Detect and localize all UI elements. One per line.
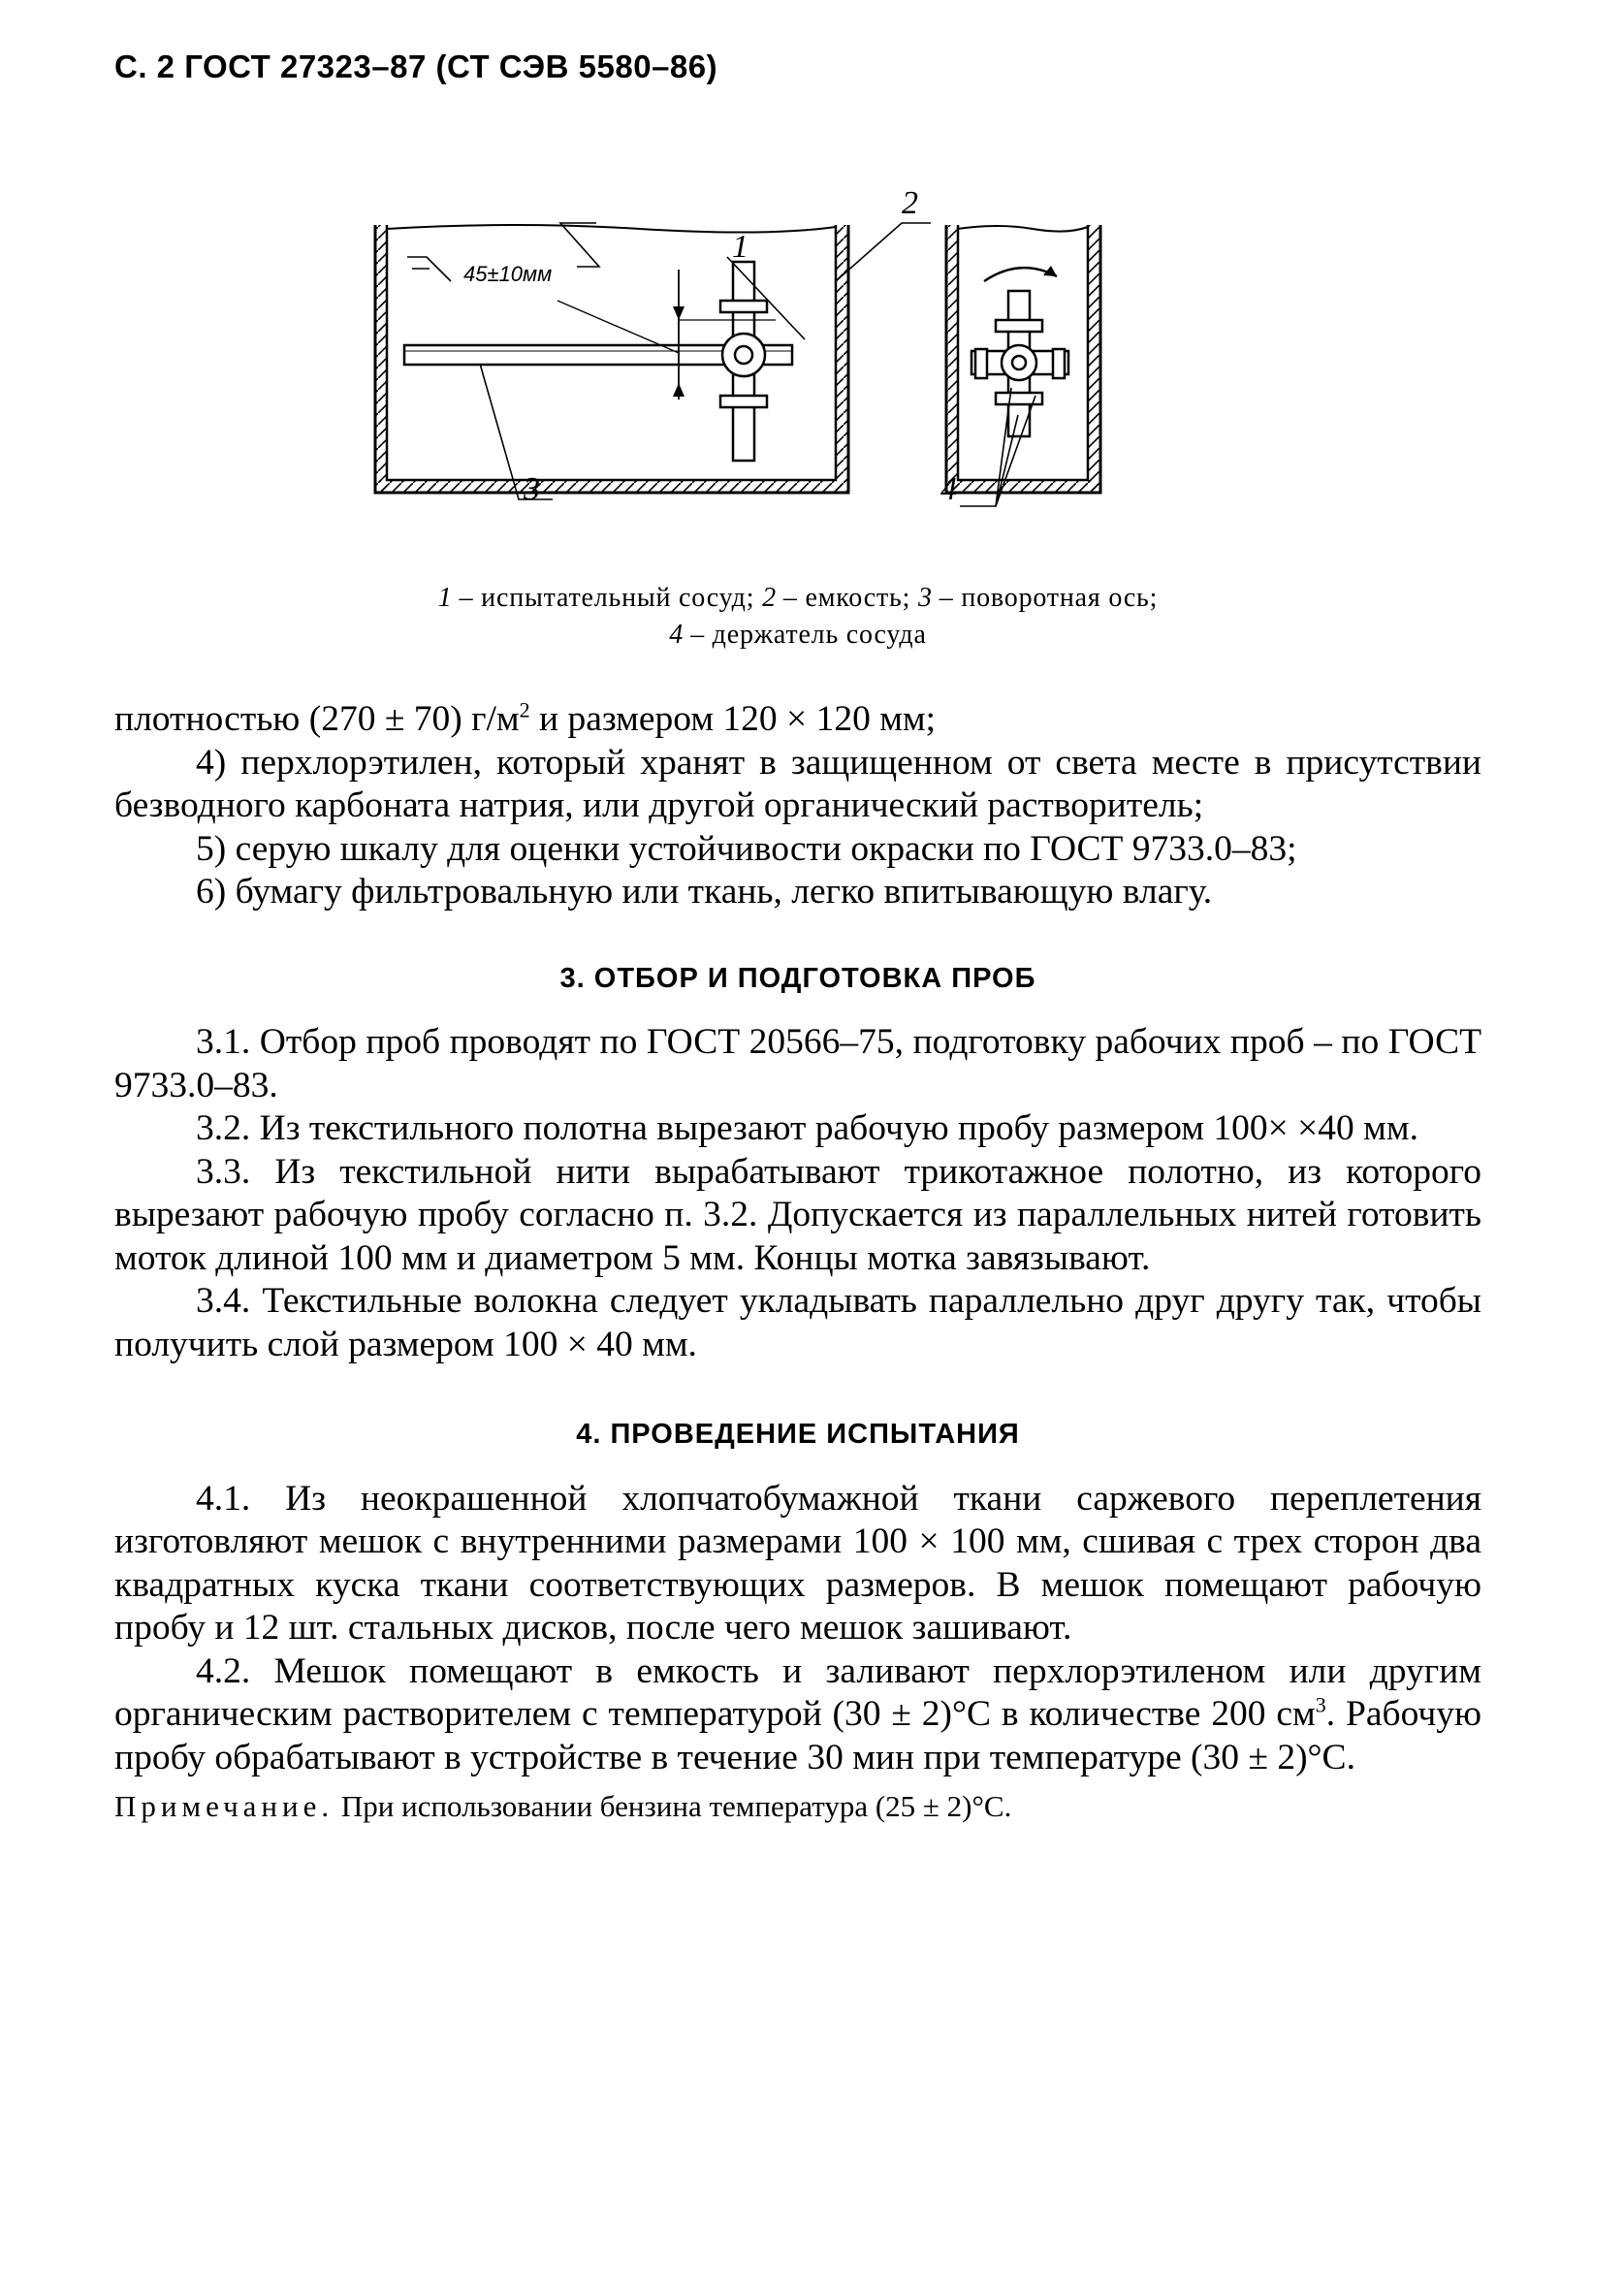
caption-num-2: 2: [762, 583, 777, 613]
section-heading-3: 3. ОТБОР И ПОДГОТОВКА ПРОБ: [559, 962, 1036, 994]
paragraph-item-6: 6) бумагу фильтровальную или ткань, легко впитывающую влагу.: [196, 872, 1213, 912]
caption-text-3: – поворотная ось;: [931, 583, 1159, 613]
text-span: . Рабочую пробу обрабатывают в устройстве в течение 30 мин при температуре (30 ± 2)°С.: [114, 1694, 1481, 1777]
label-1: 1: [732, 229, 748, 265]
note-label: Примечание.: [114, 1789, 334, 1823]
caption-num-3: 3: [917, 583, 932, 613]
note: [114, 1785, 1481, 1829]
label-3: 3: [524, 471, 540, 507]
figure-caption: [114, 580, 1481, 654]
label-4: 4: [940, 471, 957, 507]
caption-num-4: 4: [669, 620, 684, 650]
paragraph-4-1: 4.1. Из неокрашенной хлопчатобумажной ткани саржевого переплетения изготовляют мешок с внутренними размерами 100 × 100 мм, сшивая с трех сторон два квадратных куска ткани соответствующих размеров. В мешок помещают рабочую пробу и 12 шт. стальных дисков, после чего мешок зашивают.: [114, 1478, 1481, 1648]
vessel-holder-right: [971, 291, 1068, 436]
apparatus-figure: [320, 145, 1193, 553]
paragraph-3-4: 3.4. Текстильные волокна следует укладывать параллельно друг другу так, чтобы получить слой размером 100 × 40 мм.: [114, 1281, 1481, 1364]
dimension-text: 45±10мм: [463, 262, 553, 286]
document-body: [114, 698, 1481, 1829]
paragraph-4-2: [114, 1650, 1481, 1780]
paragraph-item-4: 4) перхлорэтилен, который хранят в защищенном от света месте в присутствии безводного карбоната натрия, или другой органический растворитель;: [114, 742, 1481, 825]
dimension-mark: [463, 262, 776, 400]
caption-text-4: – держатель сосуда: [683, 620, 927, 650]
paragraph-continued: [114, 698, 1481, 742]
text-span: плотностью (270 ± 70) г/м: [114, 699, 520, 739]
caption-num-1: 1: [437, 583, 452, 613]
page-header: С. 2 ГОСТ 27323–87 (СТ СЭВ 5580–86): [114, 48, 718, 84]
paragraph-3-1: 3.1. Отбор проб проводят по ГОСТ 20566–75, подготовку рабочих проб – по ГОСТ 9733.0–83.: [114, 1022, 1481, 1105]
caption-text-1: – испытательный сосуд;: [451, 583, 763, 613]
label-2: 2: [902, 185, 918, 221]
text-span: и размером 120 × 120 мм;: [529, 699, 937, 739]
superscript: 2: [519, 697, 530, 722]
text-span: 4.2. Мешок помещают в емкость и заливают перхлорэтиленом или другим органическим растворителем с температурой (30 ± 2)°С в количестве 200 см: [114, 1650, 1481, 1734]
paragraph-3-3: 3.3. Из текстильной нити вырабатывают трикотажное полотно, из которого вырезают рабочую пробу согласно п. 3.2. Допускается из параллельных нитей готовить моток длиной 100 мм и диаметром 5 мм. Концы мотка завязывают.: [114, 1151, 1481, 1278]
note-text: При использовании бензина температура (25 ± 2)°С.: [334, 1789, 1012, 1823]
superscript: 3: [1315, 1692, 1326, 1717]
caption-text-2: – емкость;: [776, 583, 918, 613]
paragraph-item-5: 5) серую шкалу для оценки устойчивости окраски по ГОСТ 9733.0–83;: [196, 828, 1297, 869]
paragraph-3-2: 3.2. Из текстильного полотна вырезают рабочую пробу размером 100× ×40 мм.: [196, 1108, 1418, 1148]
section-heading-4: 4. ПРОВЕДЕНИЕ ИСПЫТАНИЯ: [576, 1419, 1020, 1450]
